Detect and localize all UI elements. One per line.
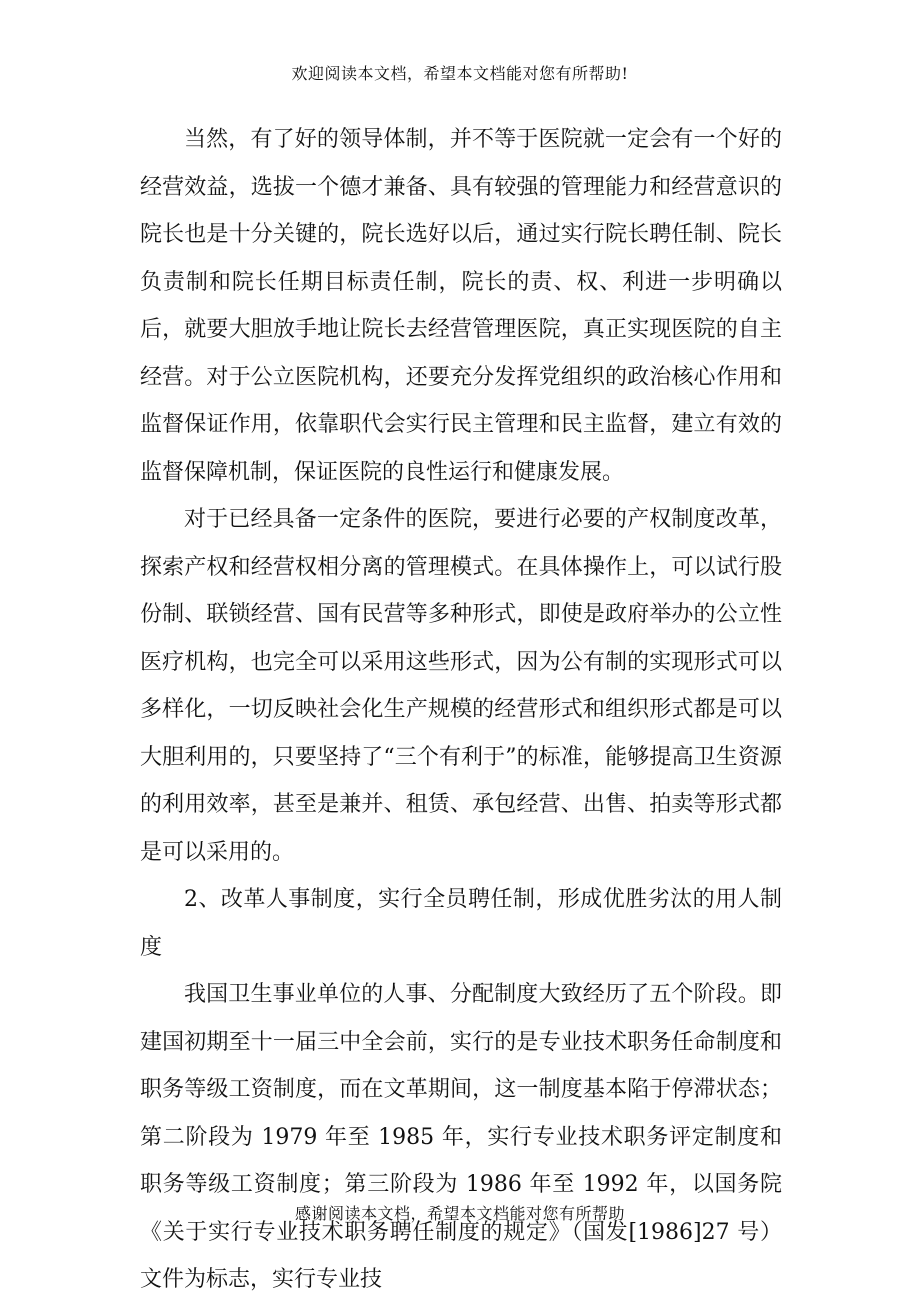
section-heading-personnel-reform: 2、改革人事制度，实行全员聘任制，形成优胜劣汰的用人制度 [140,887,782,960]
paragraph-leadership: 当然，有了好的领导体制，并不等于医院就一定会有一个好的经营效益，选拔一个德才兼备、具有较强的管理能力和经营意识的院长也是十分关键的，院长选好以后，通过实行院长聘任制、院长负责制和院长任期目标责任制，院长的责、权、利进一步明确以后，就要大胆放手地让院长去经营管理医院，真正实现医院的自主经营。对于公立医院机构，还要充分发挥党组织的政治核心作用和监督保证作用，依靠职代会实行民主管理和民主监督，建立有效的监督保障机制，保证医院的良性运行和健康发展。 [140,127,782,485]
page-header: 欢迎阅读本文档，希望本文档能对您有所帮助! [291,64,629,83]
paragraph-personnel-history: 我国卫生事业单位的人事、分配制度大致经历了五个阶段。即建国初期至十一届三中全会前，实行的是专业技术职务任命制度和职务等级工资制度，而在文革期间，这一制度基本陷于停滞状态；第二阶段为 1979 年至 1985 年，实行专业技术职务评定制度和职务等级工资制度；第三阶段为 1986 年至 1992 年，以国务院《关于实行专业技术职务聘任制度的规定》（国发[1986]27 号）文件为标志，实行专业技 [140,982,782,1292]
paragraph-property-reform: 对于已经具备一定条件的医院，要进行必要的产权制度改革，探索产权和经营权相分离的管理模式。在具体操作上，可以试行股份制、联锁经营、国有民营等多种形式，即使是政府举办的公立性医疗机构，也完全可以采用这些形式，因为公有制的实现形式可以多样化，一切反映社会化生产规模的经营形式和组织形式都是可以大胆利用的，只要坚持了“三个有利于”的标准，能够提高卫生资源的利用效率，甚至是兼并、租赁、承包经营、出售、拍卖等形式都是可以采用的。 [140,507,782,865]
page-footer: 感谢阅读本文档，希望本文档能对您有所帮助 [294,1204,625,1223]
document-body [140,116,782,1304]
